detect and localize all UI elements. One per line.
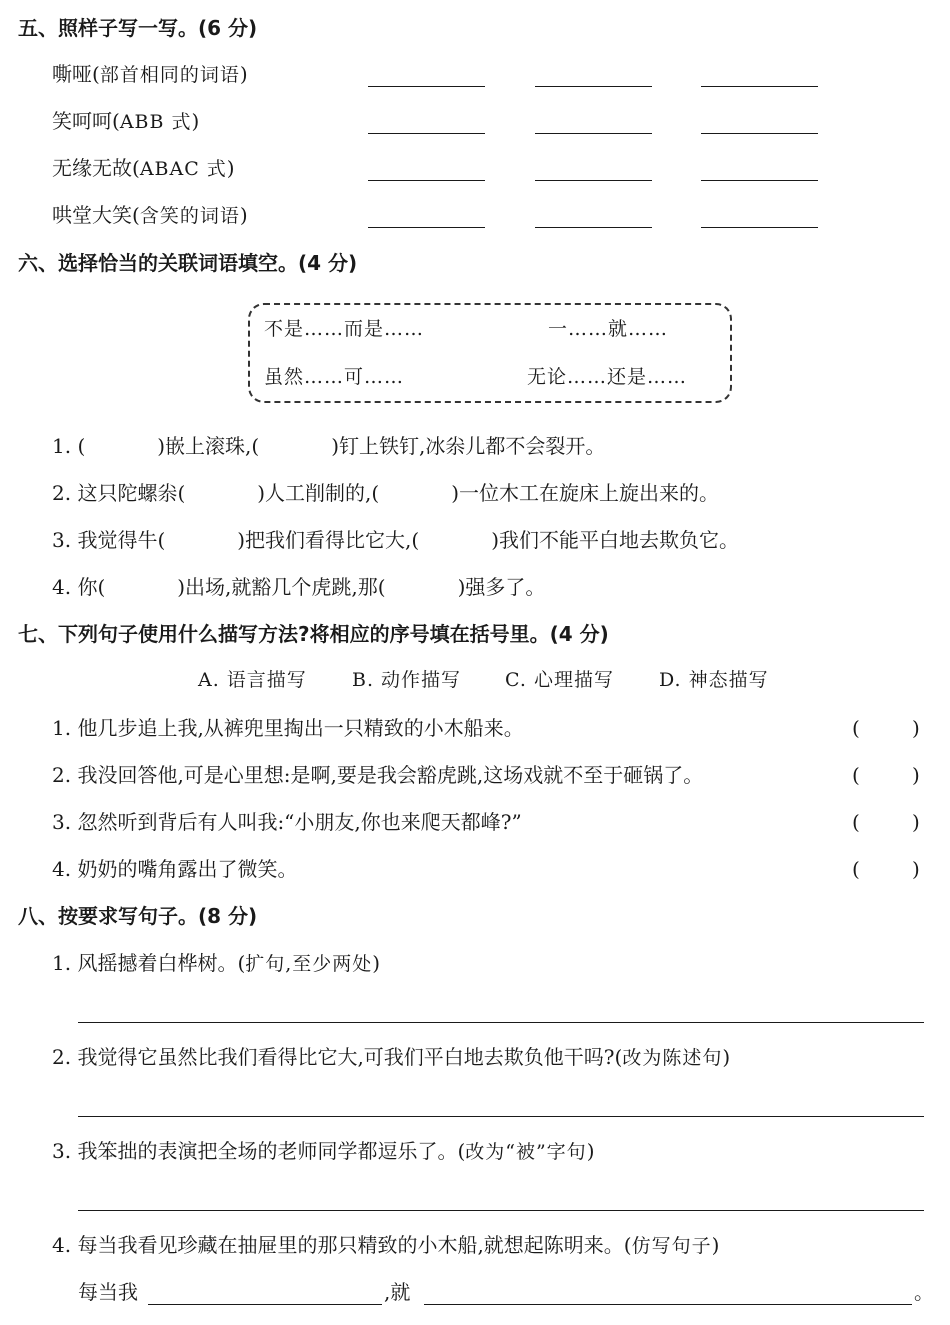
answer-blank[interactable] — [148, 1304, 382, 1305]
paren-close: ) — [912, 857, 920, 881]
option-d: D. 神态描写 — [659, 669, 769, 691]
answer-line[interactable] — [78, 1210, 924, 1211]
row-note: 含笑的词语 — [139, 205, 240, 227]
row-suffix: ) — [239, 62, 248, 86]
item-note: 仿写句子 — [631, 1235, 712, 1257]
item-text: ) — [711, 1233, 720, 1257]
item-text: 1. ( — [52, 434, 86, 458]
item-text: )我们不能平白地去欺负它。 — [491, 528, 740, 552]
item-text: )钉上铁钉,冰尜儿都不会裂开。 — [331, 434, 606, 458]
answer-line[interactable] — [78, 1022, 924, 1023]
describe-item-2: 2. 我没回答他,可是心里想:是啊,要是我会豁虎跳,这场戏就不至于砸锅了。 — [52, 763, 704, 787]
describe-item-1: 1. 他几步追上我,从裤兜里掏出一只精致的小木船来。 — [52, 716, 524, 740]
row-suffix: ) — [226, 156, 235, 180]
fill-item-2 — [52, 483, 719, 503]
rewrite-item-1 — [52, 953, 380, 974]
item-text: )把我们看得比它大,( — [237, 528, 420, 552]
answer-blank[interactable] — [368, 180, 485, 181]
answer-blank[interactable] — [368, 86, 485, 87]
paren-open: ( — [852, 763, 860, 787]
describe-item-4: 4. 奶奶的嘴角露出了微笑。 — [52, 857, 298, 881]
word-bank-item: 虽然……可…… — [264, 366, 405, 388]
section-5-row-4 — [52, 205, 248, 226]
item-text: 1. 风摇撼着白桦树。( — [52, 951, 246, 975]
section-7-heading: 七、下列句子使用什么描写方法?将相应的序号填在括号里。(4 分) — [18, 622, 609, 646]
item-text: ) — [722, 1045, 731, 1069]
fill-item-3 — [52, 530, 739, 550]
option-a: A. 语言描写 — [198, 669, 307, 691]
word-bank-item: 无论……还是…… — [527, 366, 688, 388]
item-text: 2. 我觉得它虽然比我们看得比它大,可我们平白地去欺负他干吗?( — [52, 1045, 623, 1069]
paren-close: ) — [912, 716, 920, 740]
item-text: )嵌上滚珠,( — [157, 434, 260, 458]
answer-line[interactable] — [78, 1116, 924, 1117]
row-prefix: 哄堂大笑( — [52, 203, 140, 227]
item-text: )强多了。 — [457, 575, 546, 599]
item-text: )出场,就豁几个虎跳,那( — [177, 575, 386, 599]
item-text: ) — [586, 1139, 595, 1163]
item-text: 3. 我笨拙的表演把全场的老师同学都逗乐了。( — [52, 1139, 466, 1163]
section-6-heading: 六、选择恰当的关联词语填空。(4 分) — [18, 251, 358, 275]
section-5-row-3 — [52, 158, 235, 179]
item-note: 扩句,至少两处 — [245, 953, 373, 975]
answer-blank[interactable] — [535, 86, 652, 87]
row-note: ABAC 式 — [139, 158, 227, 180]
section-8-heading: 八、按要求写句子。(8 分) — [18, 904, 258, 928]
item-text: )一位木工在旋床上旋出来的。 — [451, 481, 720, 505]
paren-open: ( — [852, 716, 860, 740]
answer-blank[interactable] — [701, 227, 818, 228]
answer-blank[interactable] — [535, 133, 652, 134]
paren-open: ( — [852, 857, 860, 881]
section-5-heading: 五、照样子写一写。(6 分) — [18, 16, 258, 40]
section-5-row-2 — [52, 111, 199, 132]
item-text: 4. 你( — [52, 575, 106, 599]
item-text: )人工削制的,( — [257, 481, 380, 505]
item-text: 4. 每当我看见珍藏在抽屉里的那只精致的小木船,就想起陈明来。( — [52, 1233, 632, 1257]
rewrite-item-4 — [52, 1235, 719, 1256]
answer-blank[interactable] — [701, 180, 818, 181]
imitate-end: 。 — [914, 1280, 934, 1304]
paren-close: ) — [912, 763, 920, 787]
answer-blank[interactable] — [535, 180, 652, 181]
fill-item-4 — [52, 577, 545, 597]
row-prefix: 无缘无故( — [52, 156, 140, 180]
paren-close: ) — [912, 810, 920, 834]
option-c: C. 心理描写 — [505, 669, 614, 691]
answer-blank[interactable] — [368, 133, 485, 134]
row-note: ABB 式 — [119, 111, 192, 133]
item-note: 改为“被”字句 — [465, 1141, 587, 1163]
item-text: ) — [372, 951, 381, 975]
row-suffix: ) — [191, 109, 200, 133]
option-b: B. 动作描写 — [352, 669, 462, 691]
rewrite-item-3 — [52, 1141, 595, 1162]
rewrite-item-2 — [52, 1047, 730, 1068]
section-5-row-1 — [52, 64, 248, 85]
row-suffix: ) — [239, 203, 248, 227]
word-bank-item: 一……就…… — [548, 318, 669, 340]
paren-open: ( — [852, 810, 860, 834]
word-bank-item: 不是……而是…… — [264, 318, 425, 340]
item-text: 3. 我觉得牛( — [52, 528, 166, 552]
answer-blank[interactable] — [535, 227, 652, 228]
row-prefix: 笑呵呵( — [52, 109, 120, 133]
item-text: 2. 这只陀螺尜( — [52, 481, 186, 505]
imitate-middle: ,就 — [384, 1280, 411, 1304]
answer-blank[interactable] — [368, 227, 485, 228]
imitate-start: 每当我 — [78, 1280, 138, 1304]
answer-blank[interactable] — [701, 86, 818, 87]
item-note: 改为陈述句 — [622, 1047, 723, 1069]
answer-blank[interactable] — [701, 133, 818, 134]
row-note: 部首相同的词语 — [99, 64, 240, 86]
fill-item-1 — [52, 436, 605, 456]
answer-blank[interactable] — [424, 1304, 912, 1305]
row-prefix: 嘶哑( — [52, 62, 100, 86]
describe-item-3: 3. 忽然听到背后有人叫我:“小朋友,你也来爬天都峰?” — [52, 810, 522, 834]
